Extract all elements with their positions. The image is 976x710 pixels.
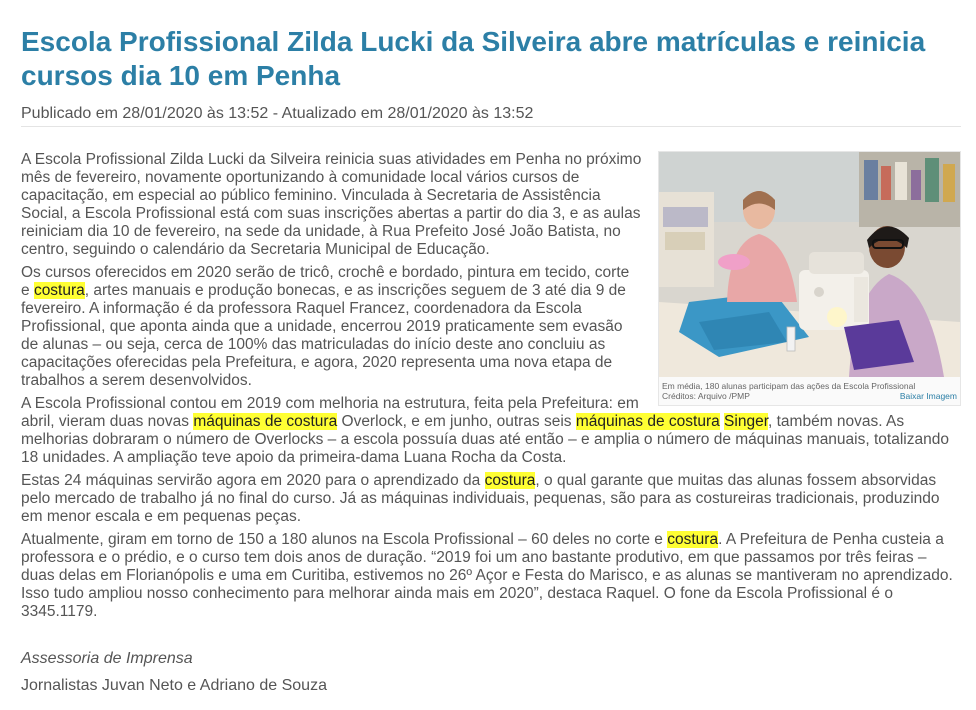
download-image-link[interactable]: Baixar Imagem xyxy=(899,391,957,401)
text-run: . A Prefeitura de Penha custeia a professora e o prédio, e o curso tem dois anos de duração. “2019 foi um ano bastante produtivo, em que passamos por três feiras – duas delas em Florianópolis e uma em Curitiba, estivemos no 26º Açor e Festa do Marisco, e as alunas se mantiveram no aprendizado. Isso tudo ampliou nosso conhecimento para melhorar ainda mais em 2020”, destaca Raquel. O fone da Escola Profissional é o 3345.1179. xyxy=(21,531,953,620)
highlighted-term: costura xyxy=(667,531,719,548)
article-body xyxy=(21,151,961,621)
text-run: Estas 24 máquinas servirão agora em 2020 para o aprendizado da xyxy=(21,472,485,489)
text-run: Os cursos oferecidos em 2020 serão de tricô, crochê e bordado, pintura em tecido, corte e xyxy=(21,264,630,299)
text-run: Atualmente, giram em torno de 150 a 180 alunos na Escola Profissional – 60 deles no corte e xyxy=(21,531,668,548)
text-run: A Escola Profissional contou em 2019 com melhoria na estrutura, feita pela Prefeitura: em abril, vieram duas novas xyxy=(21,395,639,430)
highlighted-term: costura xyxy=(484,472,536,489)
highlighted-term: costura xyxy=(33,282,85,299)
highlighted-term: máquinas de costura xyxy=(575,413,720,430)
article-authors: Jornalistas Juvan Neto e Adriano de Souza xyxy=(21,677,327,694)
text-run: , também novas. As melhorias dobraram o número de Overlocks – a escola possuía duas até então – e amplia o número de máquinas manuais, totalizando 18 unidades. A ampliação teve apoio da primeira-dama Luana Rocha da Costa. xyxy=(21,413,949,466)
article-title: Escola Profissional Zilda Lucki da Silveira abre matrículas e reinicia cursos dia 10 em Penha xyxy=(21,26,926,91)
paragraph-4 xyxy=(21,472,961,526)
paragraph-5 xyxy=(21,531,961,621)
figure-caption-box xyxy=(659,377,960,405)
text-run: Overlock, e em junho, outras seis xyxy=(337,413,576,430)
article xyxy=(21,25,961,696)
text-run: , o qual garante que muitas das alunas fossem absorvidas pelo mercado de trabalho já no final do curso. Já as máquinas individuais, pequenas, são para as costureiras tradicionais, produzindo em menor escala e em pequenas peças. xyxy=(21,472,940,525)
article-figure xyxy=(658,151,961,406)
sewing-class-photo xyxy=(659,152,960,377)
paragraph-1: A Escola Profissional Zilda Lucki da Silveira reinicia suas atividades em Penha no próximo mês de fevereiro, novamente oportunizando à comunidade local vários cursos de capacitação, em especial ao público feminino. Vinculada à Secretaria de Assistência Social, a Escola Profissional está com suas inscrições abertas a partir do dia 3, e as aulas reiniciam dia 10 de fevereiro, na sede da unidade, à Rua Prefeito José João Batista, no centro, seguindo o calendário da Secretaria Municipal de Educação. xyxy=(21,151,642,258)
press-office-signature: Assessoria de Imprensa xyxy=(21,650,193,667)
figure-credits: Créditos: Arquivo /PMP xyxy=(662,391,750,401)
figure-caption: Em média, 180 alunas participam das ações da Escola Profissional xyxy=(662,381,916,391)
text-run: , artes manuais e produção bonecas, e as inscrições seguem de 3 até dia 9 de fevereiro. A informação é da professora Raquel Francez, coordenadora da Escola Profissional, que aponta ainda que a unidade, encerrou 2019 praticamente sem evasão de alunas – ou seja, cerca de 100% das matriculadas do início deste ano concluiu as capacitações oferecidas pela Prefeitura, e agora, 2020 representa uma nova etapa de trabalhos a serem desenvolvidos. xyxy=(21,282,626,389)
publish-meta: Publicado em 28/01/2020 às 13:52 - Atualizado em 28/01/2020 às 13:52 xyxy=(21,104,961,127)
highlighted-term: Singer xyxy=(724,413,768,430)
highlighted-term: máquinas de costura xyxy=(193,413,338,430)
